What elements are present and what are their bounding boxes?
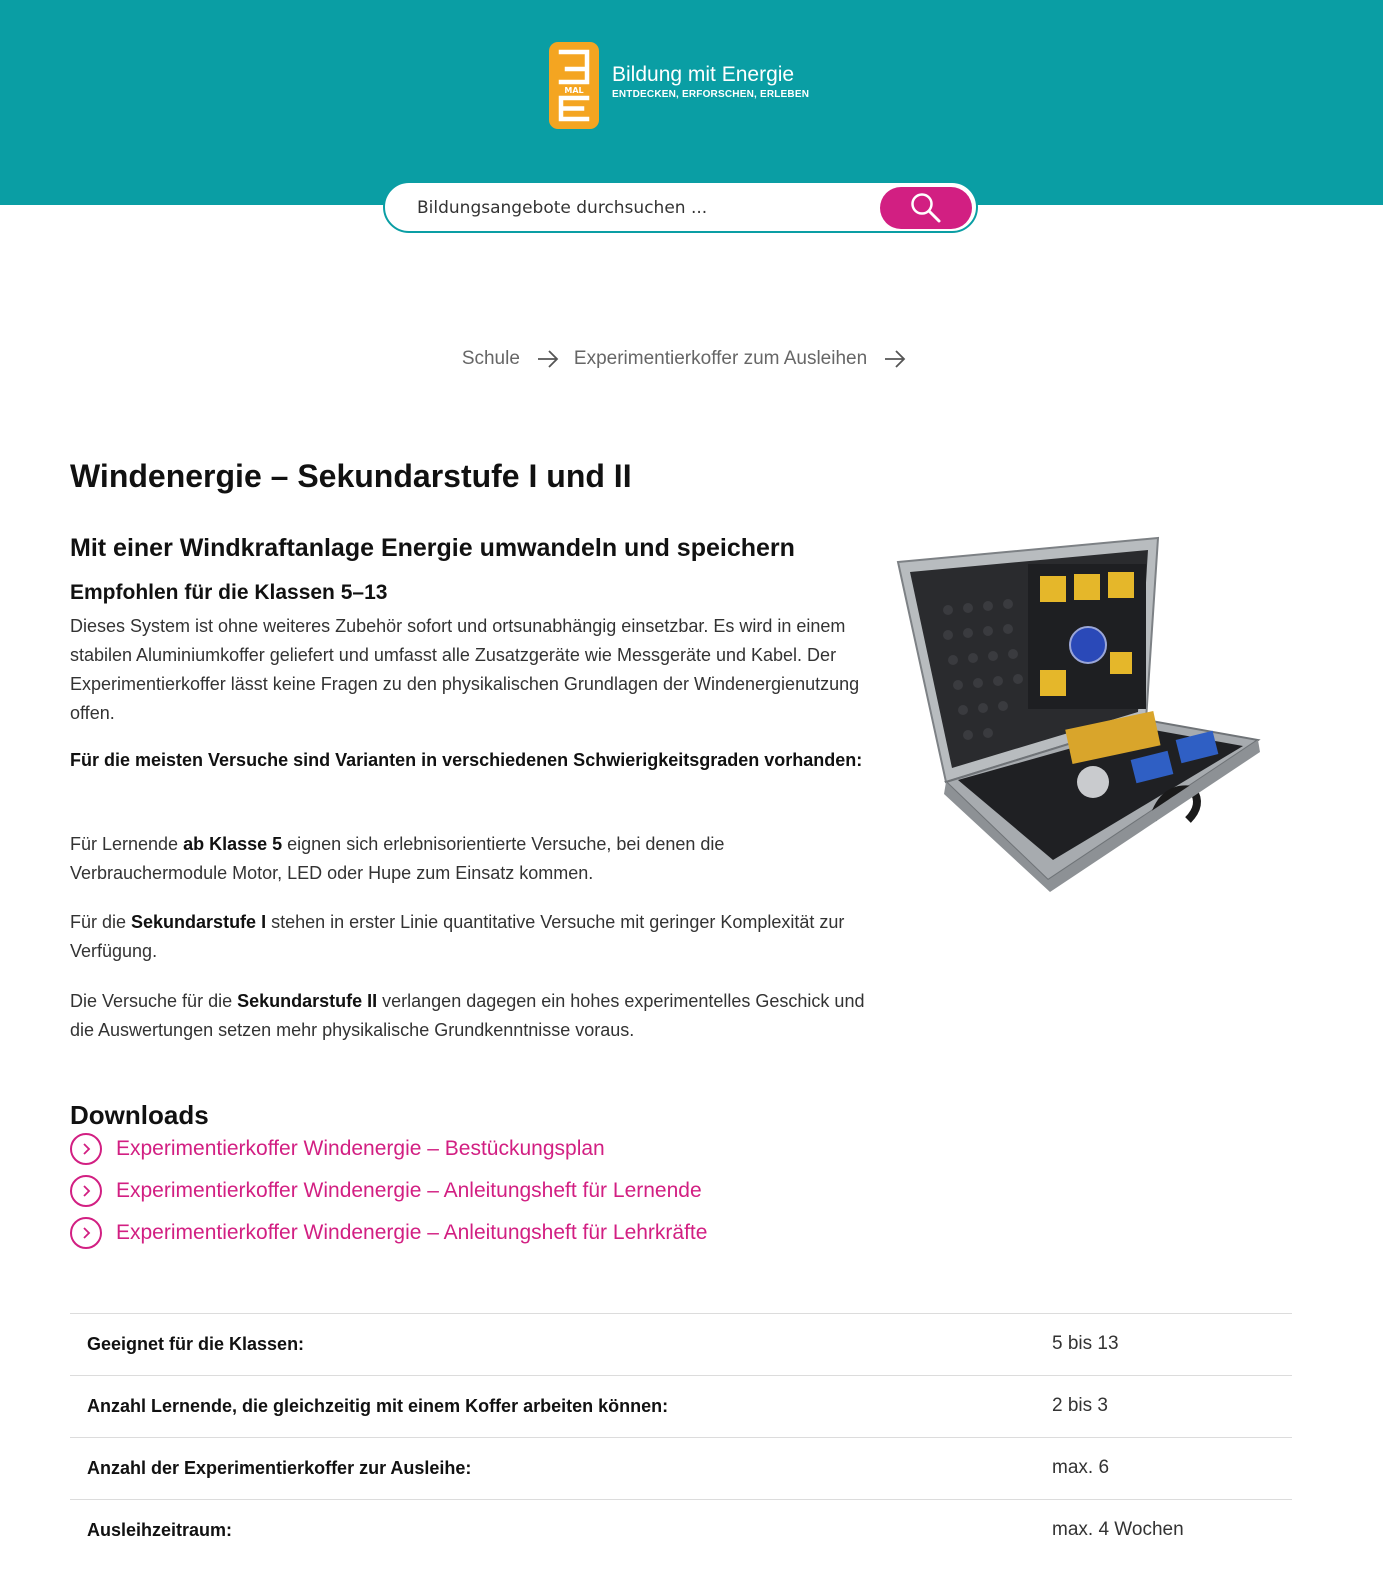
search-button[interactable] — [880, 187, 972, 229]
recommendation-heading: Empfohlen für die Klassen 5–13 — [70, 581, 388, 604]
logo-mark-mid: MAL — [564, 86, 584, 95]
table-row — [70, 1313, 1292, 1375]
search-input[interactable] — [417, 193, 857, 223]
chevron-circle-right-icon — [70, 1133, 102, 1165]
info-label: Ausleihzeitraum: — [87, 1520, 233, 1540]
info-label: Anzahl der Experimentierkoffer zur Ausleihe: — [87, 1458, 472, 1478]
variants-heading: Für die meisten Versuche sind Varianten in verschiedenen Schwierigkeitsgraden vorhanden: — [70, 750, 863, 770]
arrow-right-icon — [883, 349, 907, 369]
table-row — [70, 1375, 1292, 1437]
download-label: Experimentierkoffer Windenergie – Bestückungsplan — [116, 1137, 605, 1160]
logo-mark-icon — [549, 42, 599, 129]
paragraph-sek-2: Die Versuche für die Sekundarstufe II verlangen dagegen ein hohes experimentelles Geschick und die Auswertungen setzen mehr physikalische Grundkenntnisse voraus. — [70, 991, 865, 1040]
search-bar — [383, 181, 978, 233]
experiment-case-image — [888, 520, 1288, 920]
search-icon — [909, 191, 943, 225]
info-value: max. 4 Wochen — [1052, 1519, 1184, 1540]
chevron-circle-right-icon — [70, 1175, 102, 1207]
info-value: 5 bis 13 — [1052, 1333, 1119, 1354]
arrow-right-icon — [536, 349, 560, 369]
info-value: max. 6 — [1052, 1457, 1110, 1478]
chevron-circle-right-icon — [70, 1217, 102, 1249]
logo-text[interactable] — [612, 62, 809, 102]
breadcrumb — [0, 348, 1383, 370]
page-subtitle: Mit einer Windkraftanlage Energie umwandeln und speichern — [70, 534, 795, 562]
table-row — [70, 1499, 1292, 1561]
paragraph-sek-1: Für die Sekundarstufe I stehen in erster Linie quantitative Versuche mit geringer Komplexität zur Verfügung. — [70, 912, 845, 961]
download-link-anleitungsheft-lehrkraefte[interactable] — [70, 1217, 707, 1249]
downloads-heading: Downloads — [70, 1100, 209, 1130]
download-link-anleitungsheft-lernende[interactable] — [70, 1175, 702, 1207]
info-label: Anzahl Lernende, die gleichzeitig mit einem Koffer arbeiten können: — [87, 1396, 669, 1416]
intro-paragraph: Dieses System ist ohne weiteres Zubehör sofort und ortsunabhängig einsetzbar. Es wird in einem stabilen Aluminiumkoffer geliefert und umfasst alle Zusatzgeräte wie Messgeräte und Kabel. Der Experimentierkoffer lässt keine Fragen zu den physikalischen Grundlagen der Windenergienutzung offen. — [70, 616, 860, 723]
info-label: Geeignet für die Klassen: — [87, 1334, 305, 1354]
logo-title: Bildung mit Energie — [612, 63, 795, 86]
breadcrumb-link-experimentierkoffer[interactable]: Experimentierkoffer zum Ausleihen — [573, 348, 868, 369]
download-link-bestueckungsplan[interactable] — [70, 1133, 605, 1165]
download-label: Experimentierkoffer Windenergie – Anleitungsheft für Lernende — [116, 1179, 702, 1202]
table-row — [70, 1437, 1292, 1499]
info-value: 2 bis 3 — [1052, 1395, 1108, 1416]
site-header — [0, 0, 1383, 205]
logo-subtitle: ENTDECKEN, ERFORSCHEN, ERLEBEN — [612, 89, 810, 100]
paragraph-klasse-5: Für Lernende ab Klasse 5 eignen sich erlebnisorientierte Versuche, bei denen die Verbrauchermodule Motor, LED oder Hupe zum Einsatz kommen. — [70, 834, 725, 883]
page-title: Windenergie – Sekundarstufe I und II — [70, 458, 632, 494]
info-table — [70, 1313, 1292, 1561]
breadcrumb-link-schule[interactable]: Schule — [461, 348, 520, 369]
brand-logo[interactable] — [549, 42, 599, 129]
download-label: Experimentierkoffer Windenergie – Anleitungsheft für Lehrkräfte — [116, 1221, 708, 1244]
